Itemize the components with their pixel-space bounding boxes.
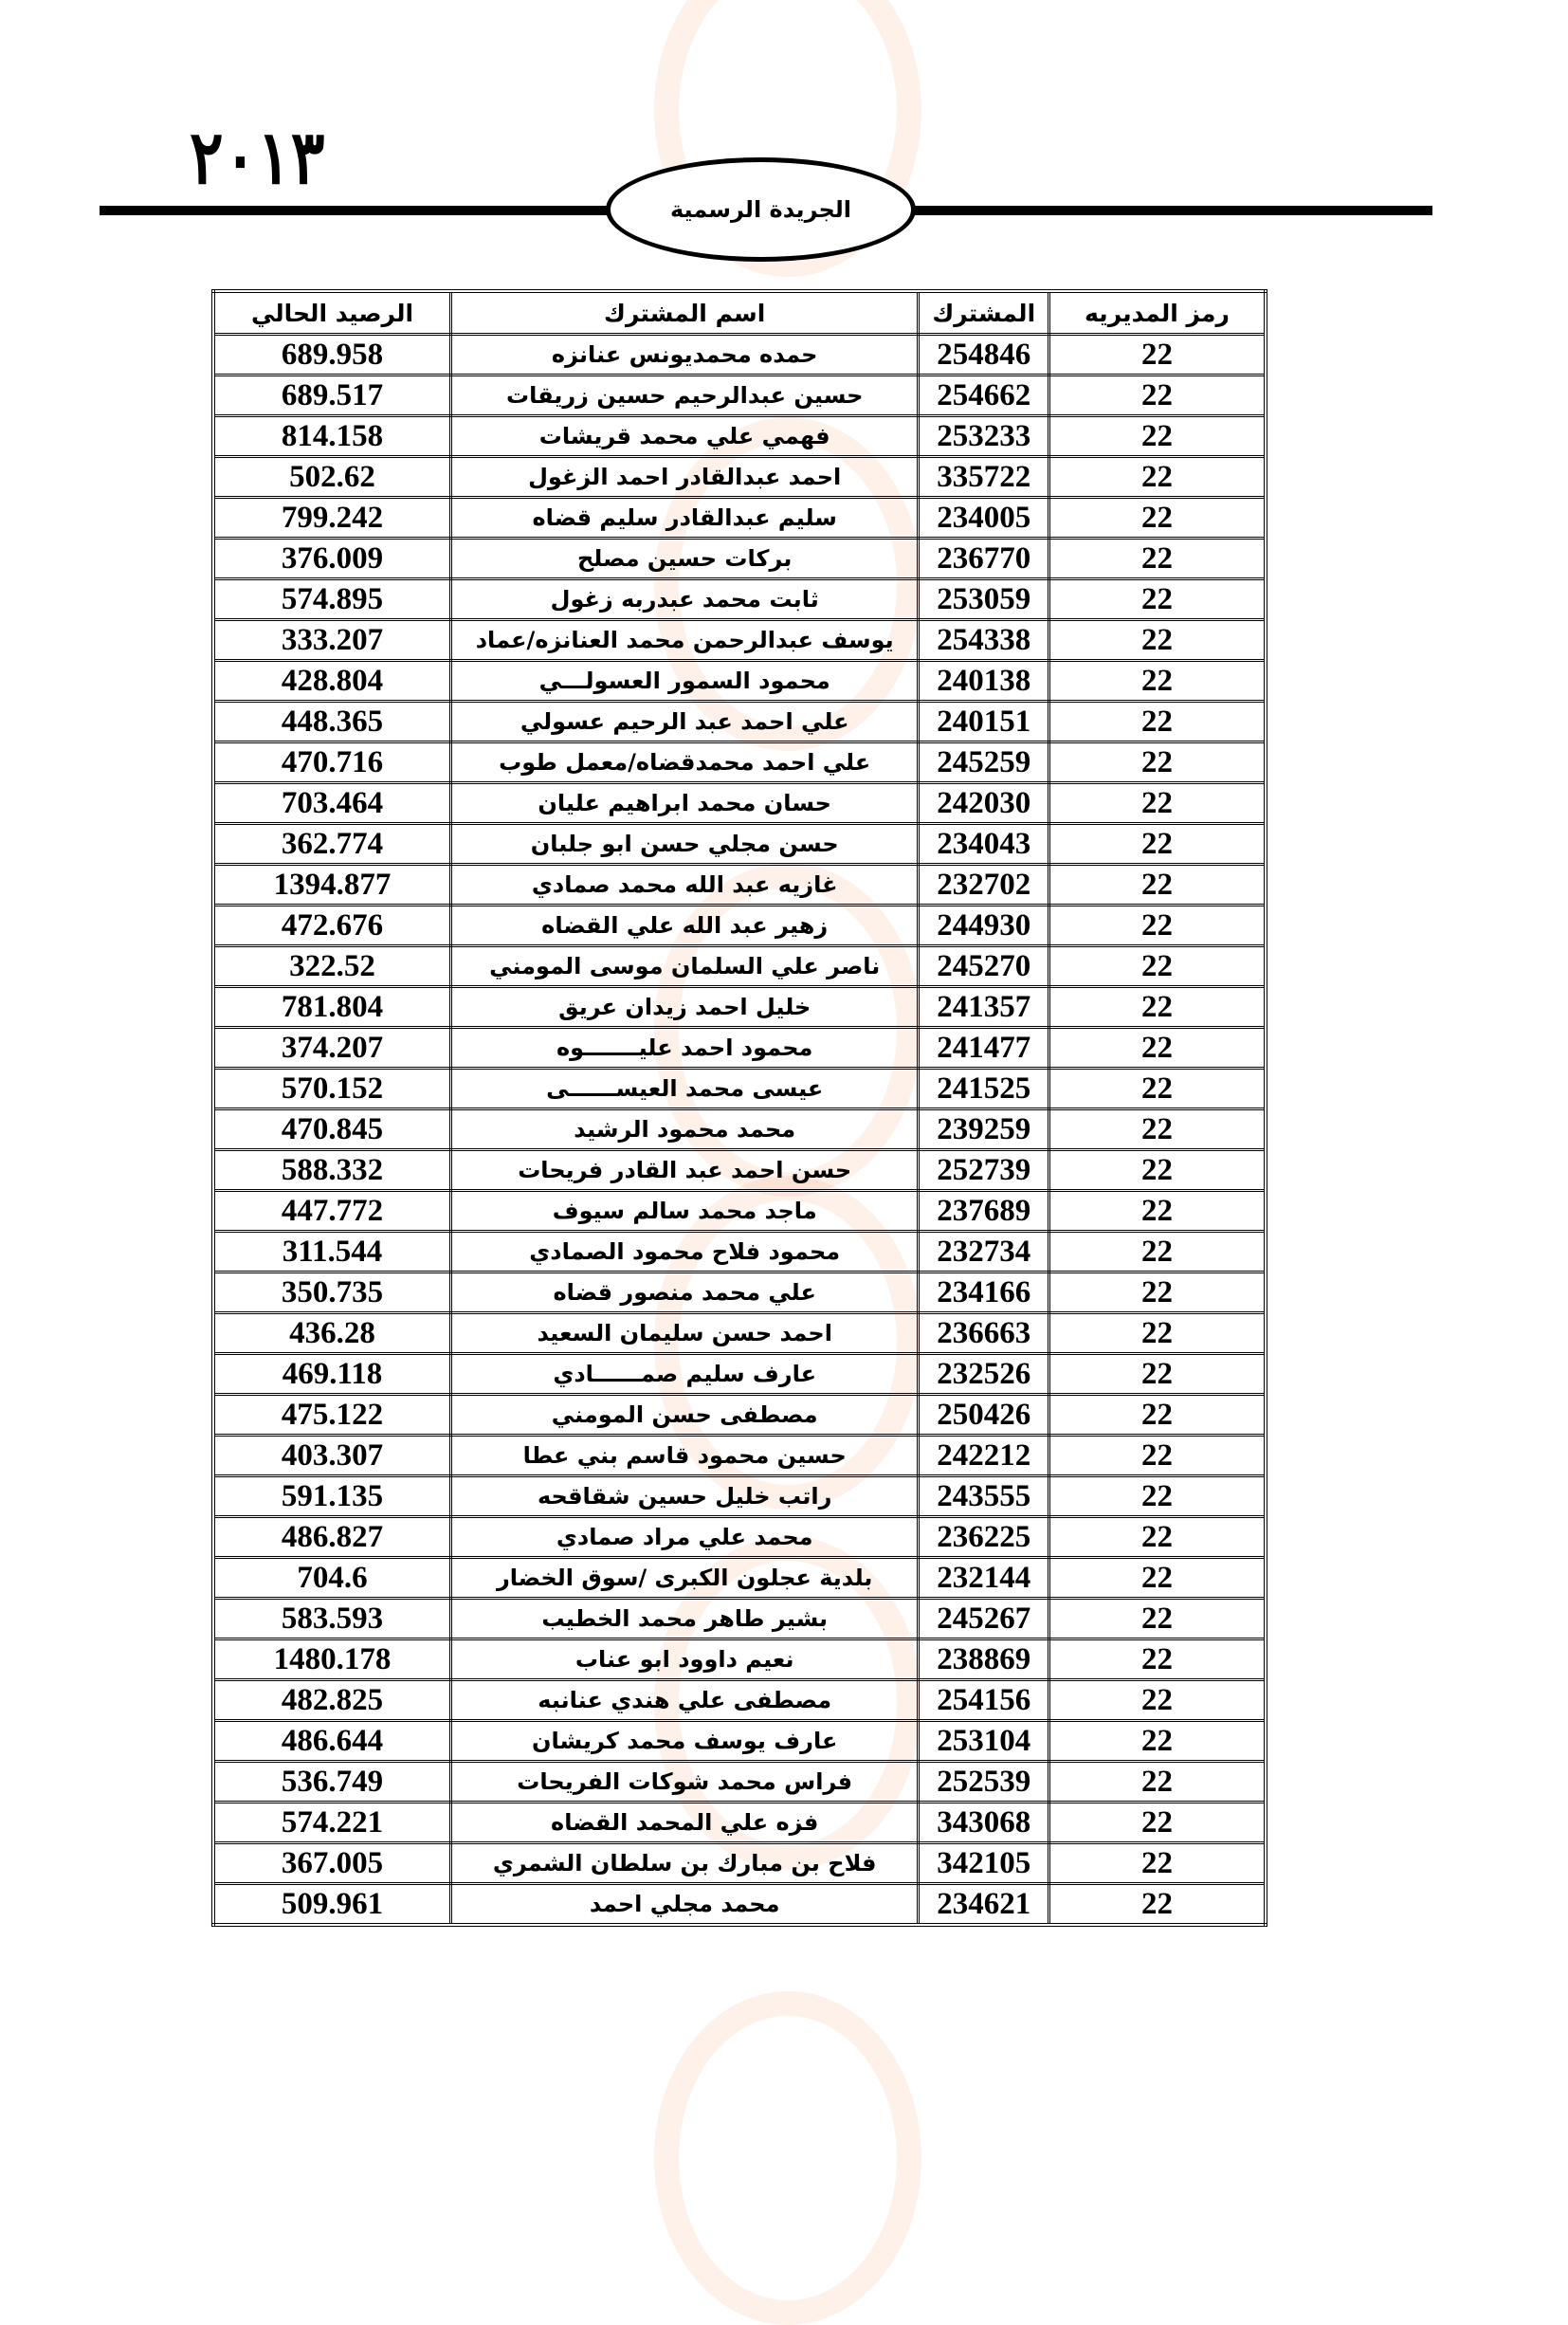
subscriber-number-cell: 239259 [919, 1109, 1049, 1150]
subscriber-number-cell: 236770 [919, 539, 1049, 579]
subscriber-number-cell: 240151 [919, 702, 1049, 742]
subscriber-number-cell: 236663 [919, 1313, 1049, 1354]
current-balance-cell: 469.118 [213, 1354, 451, 1395]
subscriber-number-cell: 234005 [919, 498, 1049, 539]
current-balance-cell: 322.52 [213, 946, 451, 987]
table-row [213, 457, 1266, 498]
table-row [213, 1069, 1266, 1109]
directorate-code-cell: 22 [1049, 416, 1266, 457]
subscriber-number-cell: 237689 [919, 1191, 1049, 1232]
subscriber-number-cell: 238869 [919, 1639, 1049, 1680]
directorate-code-cell: 22 [1049, 783, 1266, 824]
current-balance-cell: 350.735 [213, 1272, 451, 1313]
subscriber-number-cell: 232526 [919, 1354, 1049, 1395]
current-balance-cell: 486.827 [213, 1517, 451, 1558]
directorate-code-cell: 22 [1049, 1354, 1266, 1395]
directorate-code-cell: 22 [1049, 1232, 1266, 1272]
directorate-code-cell: 22 [1049, 498, 1266, 539]
current-balance-cell: 574.895 [213, 579, 451, 620]
subscriber-name-cell: محمود السمور العسولـــي [451, 661, 919, 702]
directorate-code-cell: 22 [1049, 1680, 1266, 1721]
subscriber-name-cell: فزه علي المحمد القضاه [451, 1803, 919, 1843]
current-balance-cell: 470.845 [213, 1109, 451, 1150]
subscriber-number-cell: 342105 [919, 1843, 1049, 1884]
subscriber-name-cell: بلدية عجلون الكبرى /سوق الخضار [451, 1558, 919, 1599]
subscriber-number-cell: 241525 [919, 1069, 1049, 1109]
subscriber-name-cell: بشير طاهر محمد الخطيب [451, 1599, 919, 1639]
current-balance-cell: 374.207 [213, 1028, 451, 1069]
subscriber-name-cell: راتب خليل حسين شقاقحه [451, 1476, 919, 1517]
directorate-code-cell: 22 [1049, 1721, 1266, 1762]
table-row [213, 987, 1266, 1028]
current-balance-cell: 448.365 [213, 702, 451, 742]
directorate-code-cell: 22 [1049, 457, 1266, 498]
directorate-code-cell: 22 [1049, 661, 1266, 702]
table-row [213, 1639, 1266, 1680]
subscriber-name-cell: فراس محمد شوكات الفريحات [451, 1762, 919, 1803]
current-balance-cell: 475.122 [213, 1395, 451, 1436]
directorate-code-cell: 22 [1049, 742, 1266, 783]
table-row [213, 1354, 1266, 1395]
subscriber-number-cell: 253104 [919, 1721, 1049, 1762]
current-balance-cell: 447.772 [213, 1191, 451, 1232]
table-row [213, 1803, 1266, 1843]
subscriber-name-cell: علي محمد منصور قضاه [451, 1272, 919, 1313]
column-header-current-balance: الرصيد الحالي [213, 291, 451, 335]
subscriber-number-cell: 234166 [919, 1272, 1049, 1313]
current-balance-cell: 362.774 [213, 824, 451, 865]
subscriber-name-cell: نعيم داوود ابو عناب [451, 1639, 919, 1680]
subscriber-number-cell: 254156 [919, 1680, 1049, 1721]
subscriber-number-cell: 245270 [919, 946, 1049, 987]
subscriber-number-cell: 245267 [919, 1599, 1049, 1639]
directorate-code-cell: 22 [1049, 1313, 1266, 1354]
current-balance-cell: 502.62 [213, 457, 451, 498]
current-balance-cell: 781.804 [213, 987, 451, 1028]
subscriber-name-cell: حسن مجلي حسن ابو جلبان [451, 824, 919, 865]
current-balance-cell: 799.242 [213, 498, 451, 539]
subscriber-name-cell: بركات حسين مصلح [451, 539, 919, 579]
subscriber-number-cell: 252539 [919, 1762, 1049, 1803]
subscriber-number-cell: 234043 [919, 824, 1049, 865]
current-balance-cell: 536.749 [213, 1762, 451, 1803]
directorate-code-cell: 22 [1049, 1028, 1266, 1069]
table-row [213, 1109, 1266, 1150]
directorate-code-cell: 22 [1049, 1109, 1266, 1150]
table-row [213, 1680, 1266, 1721]
directorate-code-cell: 22 [1049, 865, 1266, 906]
subscriber-number-cell: 234621 [919, 1884, 1049, 1926]
current-balance-cell: 689.958 [213, 335, 451, 375]
subscriber-number-cell: 254662 [919, 375, 1049, 416]
directorate-code-cell: 22 [1049, 824, 1266, 865]
subscriber-number-cell: 252739 [919, 1150, 1049, 1191]
directorate-code-cell: 22 [1049, 1884, 1266, 1926]
current-balance-cell: 428.804 [213, 661, 451, 702]
table-row [213, 946, 1266, 987]
subscriber-number-cell: 253233 [919, 416, 1049, 457]
directorate-code-cell: 22 [1049, 1150, 1266, 1191]
table-row [213, 1232, 1266, 1272]
subscriber-name-cell: حمده محمديونس عنانزه [451, 335, 919, 375]
current-balance-cell: 509.961 [213, 1884, 451, 1926]
table-row [213, 1395, 1266, 1436]
table-row [213, 742, 1266, 783]
directorate-code-cell: 22 [1049, 702, 1266, 742]
subscriber-name-cell: حسين عبدالرحيم حسين زريقات [451, 375, 919, 416]
table-row [213, 865, 1266, 906]
subscriber-name-cell: عيسى محمد العيســــــى [451, 1069, 919, 1109]
subscriber-name-cell: عارف يوسف محمد كريشان [451, 1721, 919, 1762]
directorate-code-cell: 22 [1049, 1599, 1266, 1639]
publication-title-oval [606, 157, 916, 262]
table-row [213, 620, 1266, 661]
directorate-code-cell: 22 [1049, 620, 1266, 661]
table-row [213, 1191, 1266, 1232]
current-balance-cell: 482.825 [213, 1680, 451, 1721]
directorate-code-cell: 22 [1049, 375, 1266, 416]
subscriber-name-cell: فهمي علي محمد قريشات [451, 416, 919, 457]
publication-title: الجريدة الرسمية [669, 196, 852, 223]
directorate-code-cell: 22 [1049, 539, 1266, 579]
subscriber-number-cell: 250426 [919, 1395, 1049, 1436]
table-row [213, 1884, 1266, 1926]
subscriber-name-cell: علي احمد عبد الرحيم عسولي [451, 702, 919, 742]
directorate-code-cell: 22 [1049, 1803, 1266, 1843]
directorate-code-cell: 22 [1049, 1436, 1266, 1476]
table-row [213, 1558, 1266, 1599]
table-header-row [213, 291, 1266, 335]
table-row [213, 702, 1266, 742]
subscriber-name-cell: احمد حسن سليمان السعيد [451, 1313, 919, 1354]
current-balance-cell: 470.716 [213, 742, 451, 783]
subscriber-number-cell: 242030 [919, 783, 1049, 824]
subscriber-number-cell: 241357 [919, 987, 1049, 1028]
subscriber-name-cell: خليل احمد زيدان عريق [451, 987, 919, 1028]
subscriber-name-cell: فلاح بن مبارك بن سلطان الشمري [451, 1843, 919, 1884]
current-balance-cell: 376.009 [213, 539, 451, 579]
current-balance-cell: 703.464 [213, 783, 451, 824]
current-balance-cell: 472.676 [213, 906, 451, 946]
directorate-code-cell: 22 [1049, 579, 1266, 620]
current-balance-cell: 574.221 [213, 1803, 451, 1843]
column-header-subscriber-name: اسم المشترك [451, 291, 919, 335]
directorate-code-cell: 22 [1049, 906, 1266, 946]
current-balance-cell: 333.207 [213, 620, 451, 661]
subscriber-number-cell: 241477 [919, 1028, 1049, 1069]
subscriber-number-cell: 242212 [919, 1436, 1049, 1476]
table-row [213, 1476, 1266, 1517]
directorate-code-cell: 22 [1049, 1069, 1266, 1109]
subscriber-number-cell: 245259 [919, 742, 1049, 783]
directorate-code-cell: 22 [1049, 946, 1266, 987]
column-header-directorate-code: رمز المديريه [1049, 291, 1266, 335]
table-row [213, 1150, 1266, 1191]
table-row [213, 416, 1266, 457]
subscriber-name-cell: ثابت محمد عبدربه زغول [451, 579, 919, 620]
table-row [213, 783, 1266, 824]
current-balance-cell: 689.517 [213, 375, 451, 416]
column-header-subscriber-number: المشترك [919, 291, 1049, 335]
subscriber-name-cell: محمد علي مراد صمادي [451, 1517, 919, 1558]
subscriber-name-cell: مصطفى حسن المومني [451, 1395, 919, 1436]
current-balance-cell: 486.644 [213, 1721, 451, 1762]
directorate-code-cell: 22 [1049, 335, 1266, 375]
table-row [213, 661, 1266, 702]
current-balance-cell: 588.332 [213, 1150, 451, 1191]
table-row [213, 1843, 1266, 1884]
subscriber-number-cell: 236225 [919, 1517, 1049, 1558]
current-balance-cell: 311.544 [213, 1232, 451, 1272]
current-balance-cell: 1394.877 [213, 865, 451, 906]
table-row [213, 1028, 1266, 1069]
subscriber-number-cell: 253059 [919, 579, 1049, 620]
subscriber-name-cell: غازيه عبد الله محمد صمادي [451, 865, 919, 906]
subscriber-number-cell: 254846 [919, 335, 1049, 375]
watermark-clock-ring [654, 1991, 921, 2325]
directorate-code-cell: 22 [1049, 987, 1266, 1028]
table-row [213, 1599, 1266, 1639]
subscriber-name-cell: احمد عبدالقادر احمد الزغول [451, 457, 919, 498]
subscriber-number-cell: 232734 [919, 1232, 1049, 1272]
subscriber-name-cell: علي احمد محمدقضاه/معمل طوب [451, 742, 919, 783]
directorate-code-cell: 22 [1049, 1762, 1266, 1803]
subscriber-number-cell: 232702 [919, 865, 1049, 906]
table-row [213, 335, 1266, 375]
directorate-code-cell: 22 [1049, 1639, 1266, 1680]
subscriber-name-cell: حسان محمد ابراهيم عليان [451, 783, 919, 824]
subscriber-name-cell: ماجد محمد سالم سيوف [451, 1191, 919, 1232]
current-balance-cell: 583.593 [213, 1599, 451, 1639]
subscribers-table [211, 289, 1267, 1927]
directorate-code-cell: 22 [1049, 1517, 1266, 1558]
current-balance-cell: 814.158 [213, 416, 451, 457]
subscriber-name-cell: عارف سليم صمــــــادي [451, 1354, 919, 1395]
table-row [213, 579, 1266, 620]
subscriber-number-cell: 240138 [919, 661, 1049, 702]
table-row [213, 824, 1266, 865]
directorate-code-cell: 22 [1049, 1843, 1266, 1884]
table-row [213, 1313, 1266, 1354]
table-row [213, 539, 1266, 579]
current-balance-cell: 367.005 [213, 1843, 451, 1884]
subscriber-number-cell: 232144 [919, 1558, 1049, 1599]
year-label: ٢٠١٣ [190, 117, 325, 199]
subscriber-name-cell: ناصر علي السلمان موسى المومني [451, 946, 919, 987]
subscriber-name-cell: مصطفى علي هندي عنانبه [451, 1680, 919, 1721]
subscriber-number-cell: 254338 [919, 620, 1049, 661]
table-row [213, 906, 1266, 946]
subscriber-name-cell: محمد مجلي احمد [451, 1884, 919, 1926]
subscriber-number-cell: 343068 [919, 1803, 1049, 1843]
subscriber-name-cell: محمود احمد عليـــــــوه [451, 1028, 919, 1069]
table-row [213, 1721, 1266, 1762]
subscriber-name-cell: حسين محمود قاسم بني عطا [451, 1436, 919, 1476]
directorate-code-cell: 22 [1049, 1191, 1266, 1232]
current-balance-cell: 403.307 [213, 1436, 451, 1476]
table-row [213, 1762, 1266, 1803]
table-row [213, 498, 1266, 539]
current-balance-cell: 591.135 [213, 1476, 451, 1517]
subscriber-name-cell: سليم عبدالقادر سليم قضاه [451, 498, 919, 539]
table-row [213, 1436, 1266, 1476]
subscriber-name-cell: حسن احمد عبد القادر فريحات [451, 1150, 919, 1191]
table-row [213, 1517, 1266, 1558]
subscriber-number-cell: 244930 [919, 906, 1049, 946]
current-balance-cell: 436.28 [213, 1313, 451, 1354]
subscriber-name-cell: محمود فلاح محمود الصمادي [451, 1232, 919, 1272]
subscriber-name-cell: محمد محمود الرشيد [451, 1109, 919, 1150]
current-balance-cell: 704.6 [213, 1558, 451, 1599]
table-row [213, 1272, 1266, 1313]
directorate-code-cell: 22 [1049, 1395, 1266, 1436]
directorate-code-cell: 22 [1049, 1476, 1266, 1517]
subscriber-number-cell: 335722 [919, 457, 1049, 498]
directorate-code-cell: 22 [1049, 1272, 1266, 1313]
current-balance-cell: 1480.178 [213, 1639, 451, 1680]
table-row [213, 375, 1266, 416]
current-balance-cell: 570.152 [213, 1069, 451, 1109]
subscriber-name-cell: زهير عبد الله علي القضاه [451, 906, 919, 946]
subscriber-name-cell: يوسف عبدالرحمن محمد العنانزه/عماد [451, 620, 919, 661]
directorate-code-cell: 22 [1049, 1558, 1266, 1599]
subscriber-number-cell: 243555 [919, 1476, 1049, 1517]
